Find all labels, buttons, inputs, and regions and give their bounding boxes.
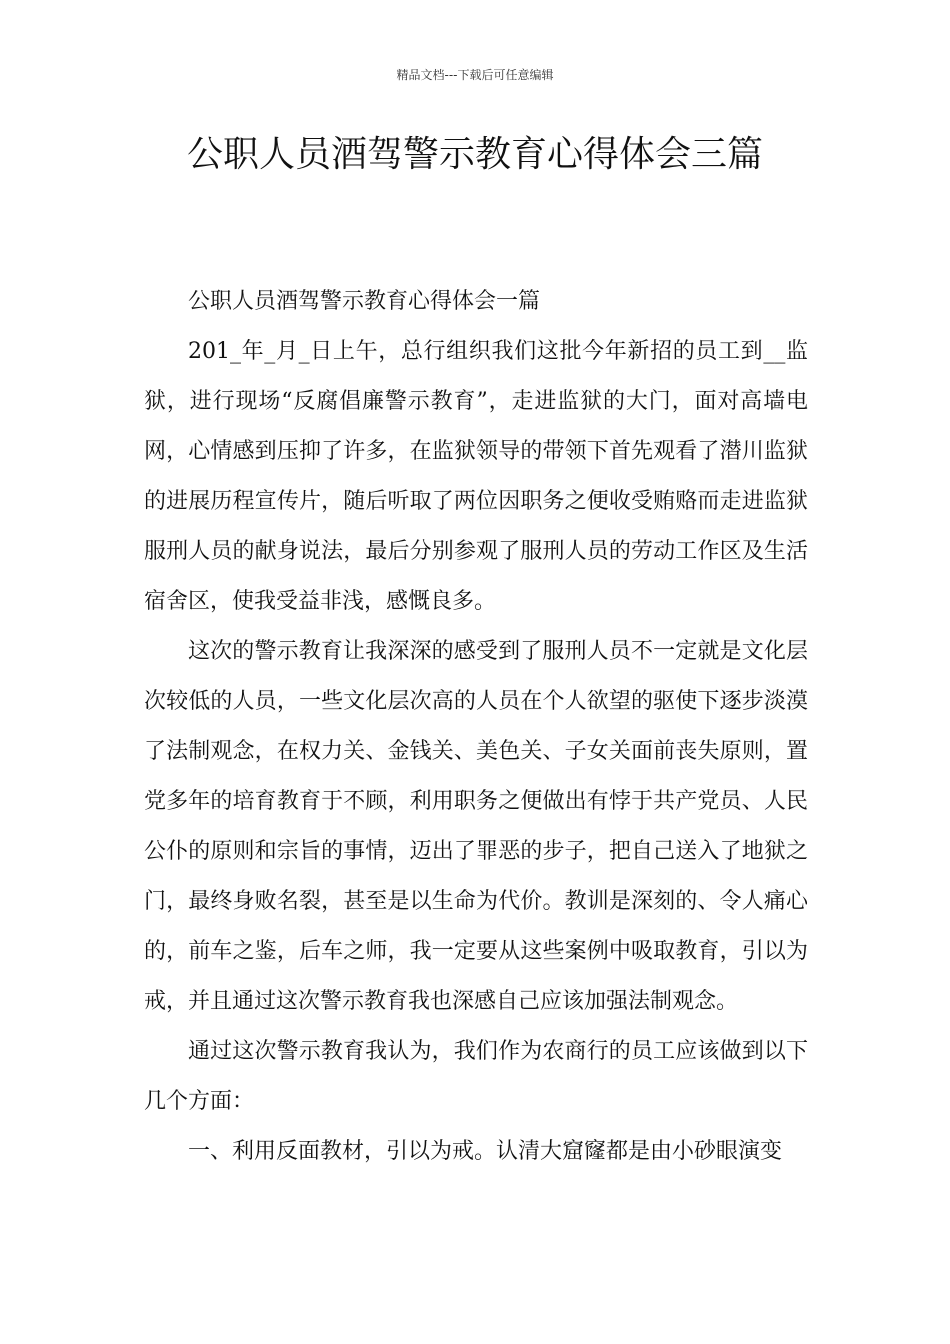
- document-title: 公职人员酒驾警示教育心得体会三篇: [186, 134, 763, 175]
- paragraph: 一、利用反面教材，引以为戒。认清大窟窿都是由小砂眼演变: [188, 1139, 783, 1164]
- document-body: [144, 277, 808, 1177]
- paragraph: 201_年_月_日上午，总行组织我们这批今年新招的员工到__监狱，进行现场“反腐倡廉警示教育”，走进监狱的大门，面对高墙电网，心情感到压抑了许多，在监狱领导的带领下首先观看了潜川监狱的进展历程宣传片，随后听取了两位因职务之便收受贿赂而走进监狱服刑人员的献身说法，最后分别参观了服刑人员的劳动工作区及生活宿舍区，使我受益非浅，感慨良多。: [144, 339, 808, 614]
- paragraph: 通过这次警示教育我认为，我们作为农商行的员工应该做到以下几个方面：: [144, 1039, 808, 1114]
- paragraph: 这次的警示教育让我深深的感受到了服刑人员不一定就是文化层次较低的人员，一些文化层次高的人员在个人欲望的驱使下逐步淡漠了法制观念，在权力关、金钱关、美色关、子女关面前丧失原则，置党多年的培育教育于不顾，利用职务之便做出有悖于共产党员、人民公仆的原则和宗旨的事情，迈出了罪恶的步子，把自己送入了地狱之门，最终身败名裂，甚至是以生命为代价。教训是深刻的、令人痛心的，前车之鉴，后车之师，我一定要从这些案例中吸取教育，引以为戒，并且通过这次警示教育我也深感自己应该加强法制观念。: [144, 639, 808, 1014]
- header-note: 精品文档---下载后可任意编辑: [396, 68, 554, 82]
- section-heading: 公职人员酒驾警示教育心得体会一篇: [188, 289, 541, 314]
